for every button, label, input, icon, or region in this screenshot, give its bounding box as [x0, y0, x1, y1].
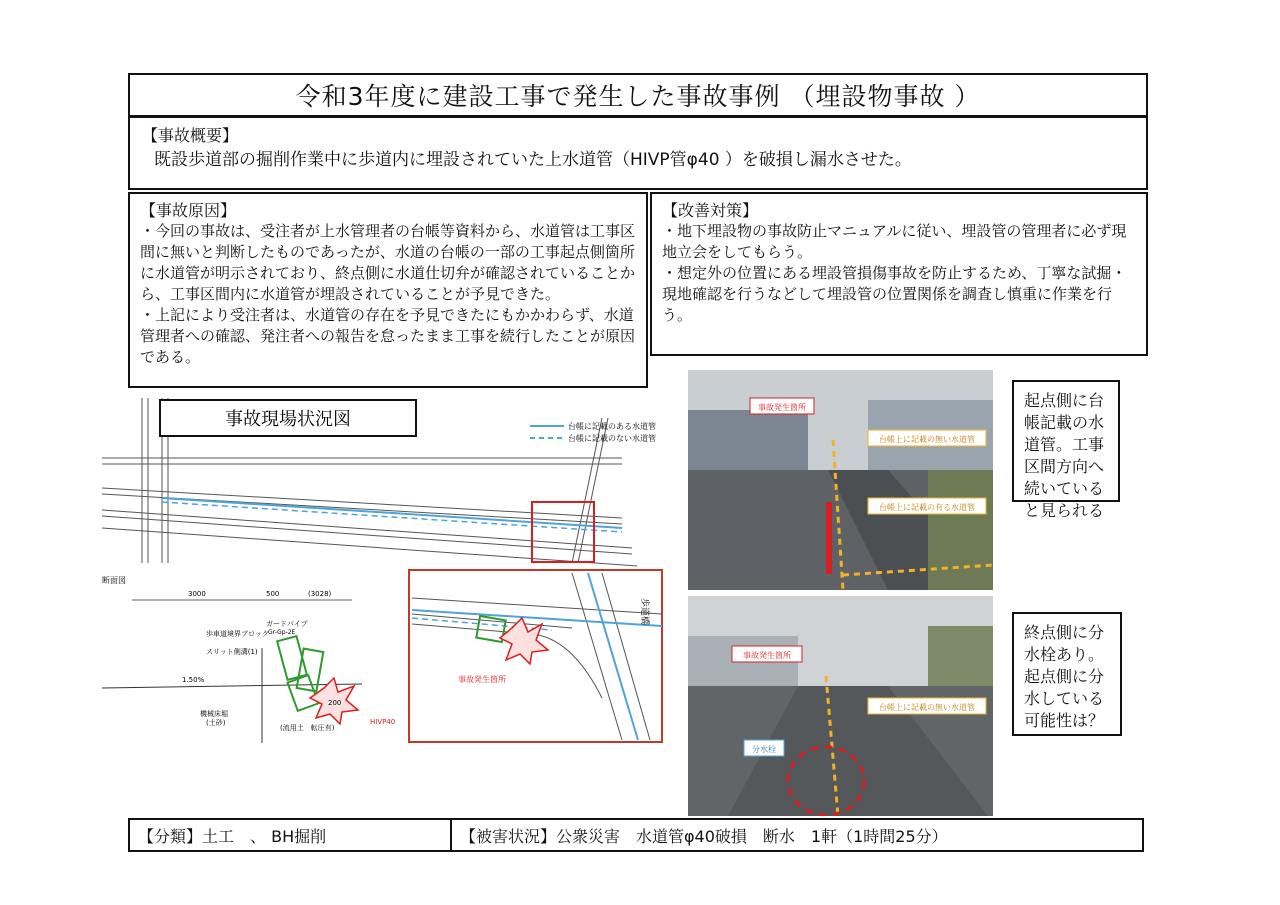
note-start-side: 起点側に台帳記載の水道管。工事区間方向へ続いていると見られる [1012, 380, 1120, 502]
overview-body: 既設歩道部の掘削作業中に歩道内に埋設されていた上水道管（HIVP管φ40 ）を破損し漏水させた。 [154, 150, 912, 170]
label-hivp: HIVP40 [370, 718, 396, 726]
measures-heading: 【改善対策】 [662, 201, 759, 220]
note-end-side: 終点側に分水栓あり。起点側に分水している可能性は？ [1012, 612, 1122, 736]
measures-section [650, 192, 1148, 356]
sidewalk-label: 歩道橋 [639, 598, 649, 626]
dim-500: 500 [266, 590, 280, 598]
cause-item-2: ・上記により受注者は、水道管の存在を予見できたにもかかわらず、水道管理者への確認、発注者への報告を怠ったまま工事を続行したことが原因である。 [140, 306, 636, 366]
site-photo-end [688, 596, 993, 816]
photo1-unlisted-tag: 台帳上に記載の無い水道管 [879, 435, 975, 444]
footer-category: 【分類】土工 、 BH掘削 [130, 820, 452, 850]
page-title: 令和3年度に建設工事で発生した事故事例 （埋設物事故 ） [128, 73, 1148, 117]
label-guardpipe: ガードパイプ [266, 620, 308, 628]
photo2-spot-tag: 事故発生箇所 [743, 651, 791, 660]
label-backfill: (流用土 転圧有) [280, 724, 335, 732]
cause-item-1: ・今回の事故は、受注者が上水管理者の台帳等資料から、水道管は工事区間に無いと判断したものであったが、水道の台帳の一部の工事起点側箇所に水道管が明示されており、終点側に水道仕切弁が確認されていることから、工事区間内に水道管が埋設されていることが予見できた。 [140, 222, 636, 303]
photo1-listed-tag: 台帳上に記載の有る水道管 [879, 503, 975, 512]
legend-listed: 台帳に記載のある水道管 [568, 422, 656, 431]
label-guardpipe-code: Gr-Gp-2E [268, 629, 296, 636]
photo1-spot-tag: 事故発生箇所 [758, 403, 806, 412]
overview-section [128, 116, 1148, 190]
measures-item-1: ・地下埋設物の事故防止マニュアルに従い、埋設管の管理者に必ず現地立会をしてもらう。 [662, 222, 1127, 261]
label-block: 歩車道境界ブロック [206, 630, 269, 638]
site-plan-drawing [102, 398, 667, 748]
label-soil: (土砂) [206, 719, 226, 727]
photo2-unlisted-tag: 台帳上に記載の無い水道管 [879, 703, 975, 712]
label-dim200: 200 [328, 699, 342, 707]
section-label: 断面図 [102, 576, 126, 585]
footer-damage: 【被害状況】公衆災害 水道管φ40破損 断水 1軒（1時間25分） [460, 826, 948, 846]
plan-heading: 事故現場状況図 [225, 409, 351, 430]
photo2-valve-tag: 分水栓 [752, 745, 776, 754]
cause-heading: 【事故原因】 [140, 201, 237, 220]
label-base: 機械床堀 [200, 710, 228, 718]
label-slit: スリット側溝(1) [206, 648, 258, 656]
legend-unlisted: 台帳に記載のない水道管 [568, 434, 656, 443]
footer-bar [128, 818, 1144, 852]
inset-accident-label: 事故発生箇所 [458, 675, 506, 684]
overview-heading: 【事故概要】 [142, 126, 239, 145]
cause-section [128, 192, 648, 388]
dim-3028: (3028) [308, 590, 332, 598]
dim-3000: 3000 [188, 590, 206, 598]
measures-item-2: ・想定外の位置にある埋設管損傷事故を防止するため、丁寧な試掘・現地確認を行うなどして埋設管の位置関係を調査し慎重に作業を行う。 [662, 264, 1127, 324]
site-photo-start [688, 370, 993, 590]
label-slope: 1.50% [182, 676, 205, 684]
